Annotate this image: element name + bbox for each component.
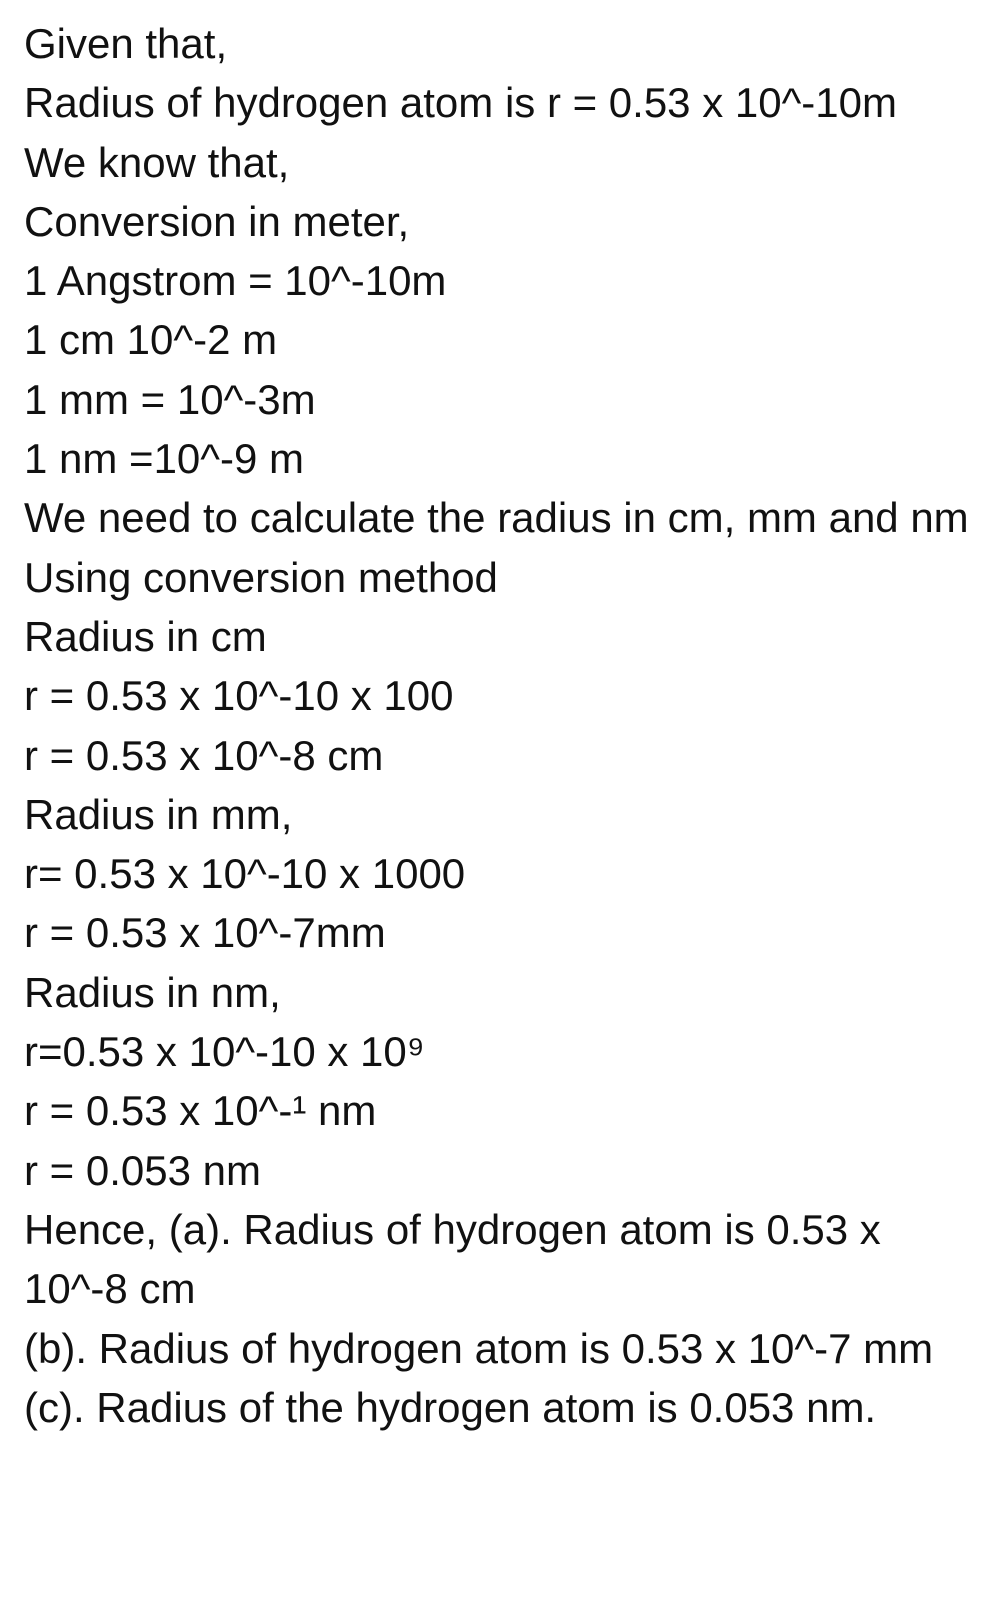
text-line: r = 0.53 x 10^-8 cm bbox=[24, 731, 384, 779]
text-line: Hence, (a). Radius of hydrogen atom is 0.53 x 10^-8 cm bbox=[24, 1205, 893, 1313]
text-line: 1 nm =10^-9 m bbox=[24, 435, 304, 483]
text-line: (b). Radius of hydrogen atom is 0.53 x 10^-7 mm bbox=[24, 1324, 934, 1372]
text-line: We need to calculate the radius in cm, mm and nm bbox=[24, 494, 969, 542]
text-line: r = 0.53 x 10^-10 x 100 bbox=[24, 672, 454, 720]
text-line: r = 0.53 x 10^-7mm bbox=[24, 909, 386, 957]
text-line: 1 Angstrom = 10^-10m bbox=[24, 257, 447, 305]
text-line: Radius in nm, bbox=[24, 968, 281, 1016]
text-line: Radius of hydrogen atom is r = 0.53 x 10^-10m bbox=[24, 79, 897, 127]
text-line: Given that, bbox=[24, 20, 228, 67]
text-line: r= 0.53 x 10^-10 x 1000 bbox=[24, 850, 466, 898]
text-line: Using conversion method bbox=[24, 553, 498, 601]
text-line: r=0.53 x 10^-10 x 10⁹ bbox=[24, 1028, 425, 1076]
text-line: r = 0.53 x 10^-¹ nm bbox=[24, 1087, 377, 1135]
text-line: Radius in mm, bbox=[24, 790, 293, 838]
text-line: 1 mm = 10^-3m bbox=[24, 375, 316, 423]
text-line: Radius in cm bbox=[24, 612, 267, 660]
text-line: We know that, bbox=[24, 138, 290, 186]
text-line: r = 0.053 nm bbox=[24, 1146, 261, 1194]
text-line: 1 cm 10^-2 m bbox=[24, 316, 278, 364]
text-line: Conversion in meter, bbox=[24, 197, 410, 245]
text-line: (c). Radius of the hydrogen atom is 0.053 nm. bbox=[24, 1383, 877, 1431]
